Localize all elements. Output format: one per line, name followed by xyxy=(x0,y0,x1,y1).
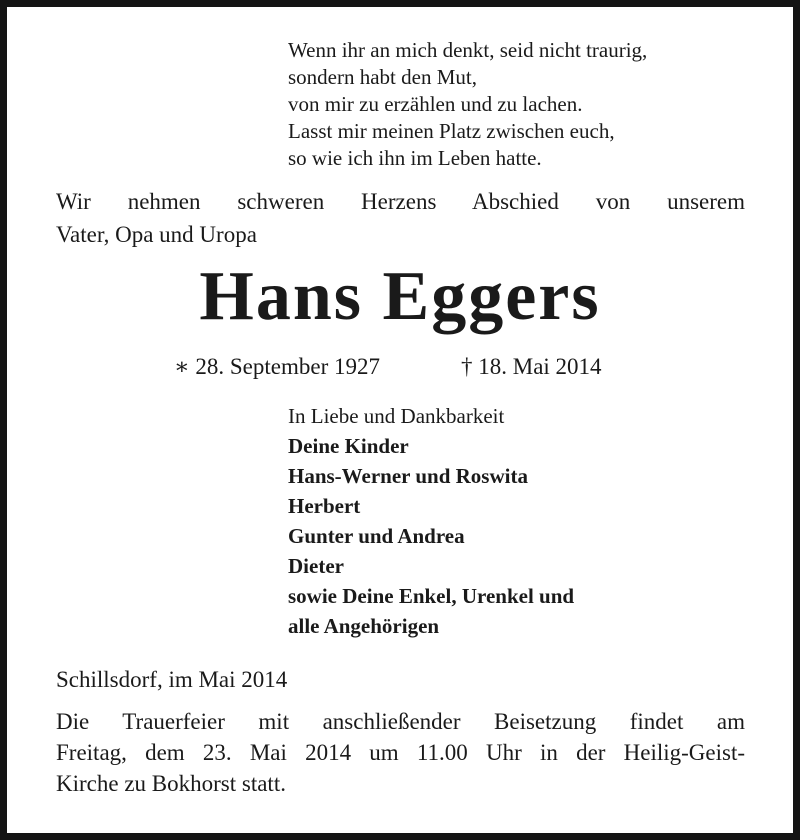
deceased-name: Hans Eggers xyxy=(199,258,601,335)
obituary-notice xyxy=(7,7,793,833)
poem-line: sondern habt den Mut, xyxy=(288,65,477,89)
funeral-line: Kirche zu Bokhorst statt. xyxy=(56,771,286,796)
family-line: Deine Kinder xyxy=(288,434,409,458)
family-line: sowie Deine Enkel, Urenkel und xyxy=(288,584,575,608)
poem-line: von mir zu erzählen und zu lachen. xyxy=(288,92,583,116)
poem-line: so wie ich ihn im Leben hatte. xyxy=(288,146,542,170)
intro-line: Vater, Opa und Uropa xyxy=(56,222,257,247)
death-date: † 18. Mai 2014 xyxy=(461,354,602,379)
funeral-line: Die Trauerfeier mit anschließender Beisetzung findet am xyxy=(56,709,745,734)
closing-line: In Liebe und Dankbarkeit xyxy=(288,404,505,428)
poem xyxy=(288,37,647,172)
intro-text xyxy=(56,185,745,251)
birth-date: ∗ 28. September 1927 xyxy=(174,354,380,379)
poem-line: Lasst mir meinen Platz zwischen euch, xyxy=(288,119,615,143)
family-line: Gunter und Andrea xyxy=(288,524,465,548)
signatories xyxy=(288,401,574,641)
family-line: Hans-Werner und Roswita xyxy=(288,464,528,488)
poem-line: Wenn ihr an mich denkt, seid nicht traurig, xyxy=(288,38,648,62)
funeral-info xyxy=(56,706,745,799)
family-line: alle Angehörigen xyxy=(288,614,440,638)
family-line: Dieter xyxy=(288,554,344,578)
place-date: Schillsdorf, im Mai 2014 xyxy=(56,667,288,692)
family-line: Herbert xyxy=(288,494,361,518)
funeral-line: Freitag, dem 23. Mai 2014 um 11.00 Uhr in der Heilig-Geist- xyxy=(56,740,745,765)
intro-line: Wir nehmen schweren Herzens Abschied von unserem xyxy=(56,189,745,214)
